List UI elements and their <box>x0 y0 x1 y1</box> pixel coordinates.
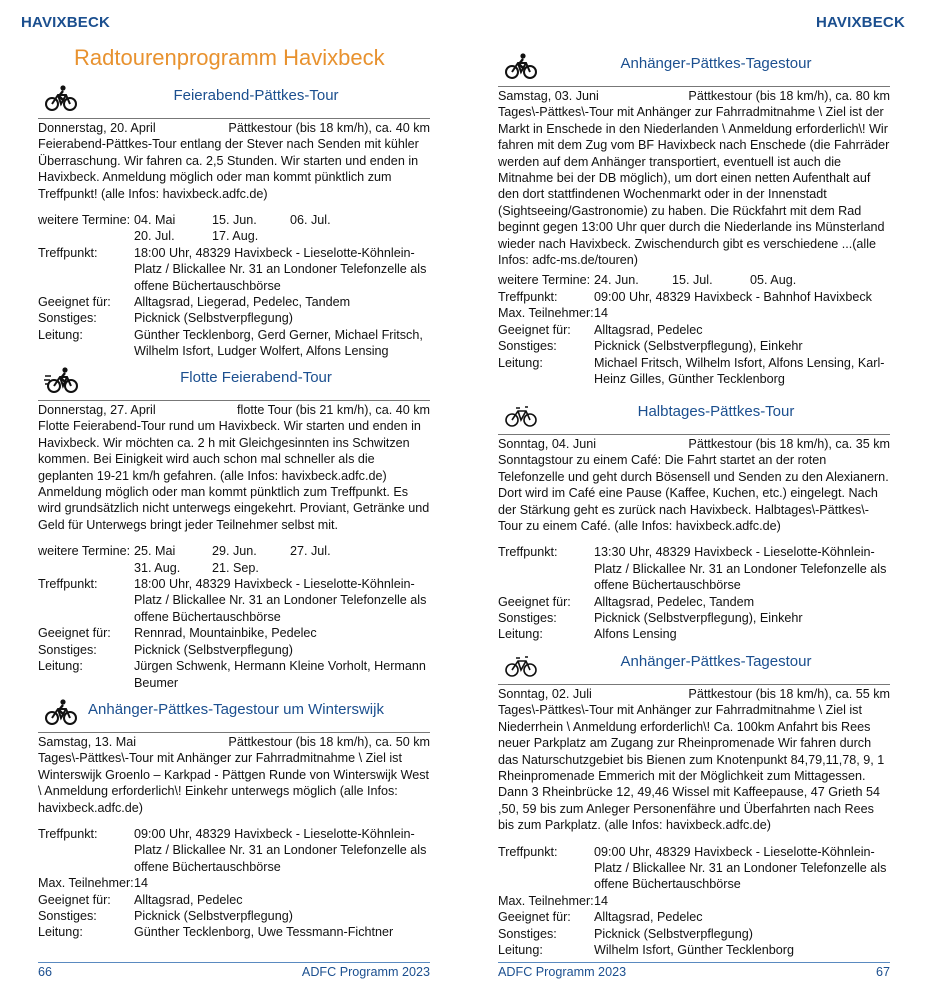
suitable-row <box>498 322 890 338</box>
further-date: 06. Jul. <box>290 213 331 228</box>
suitable-label: Geeignet für: <box>498 910 571 925</box>
fast-bicycle-icon <box>44 366 78 394</box>
leaders: Günther Tecklenborg, Uwe Tessmann-Fichtner <box>134 925 394 940</box>
leaders: Jürgen Schwenk, Hermann Kleine Vorholt, Hermann Beumer <box>134 659 426 690</box>
meeting-point-row <box>498 289 890 305</box>
tour-description: Tages\-Pättkes\-Tour mit Anhänger zur Fahrradmitnahme \ Ziel ist der Markt in Enschede in den Niederlanden \ Anmeldung erforderlich\! Wir fahren mit dem Zug vom BF Havixbeck nach Enschede (die Fahrräder werden auf dem Anhänger transportiert, eventuell ist auch die Mitnahme bei der DB möglich), um dort einen netten Aufenthalt auf den dort stattfindenen Wochenmarkt oder in der Innenstadt (Sightseeing/Gastronomie) zu haben. Die Rückfahrt mit dem Rad beginnt gegen 13:00 Uhr quer durch die Niederlande ins Münsterland wieder nach Havixbeck. Zwischendurch gibt es verschiedene ...(alle Infos: adfc-ms.de/touren) <box>498 105 890 268</box>
tour-title: Anhänger-Pättkes-Tagestour um Winterswijk <box>88 701 384 718</box>
tour-description: Flotte Feierabend-Tour rund um Havixbeck. Wir starten und enden in Havixbeck. Wir möchten ca. 2 h mit Gleichgesinnten ins Schwitzen kommen. Bei Einigkeit wird auch schon mal schneller als die geplanten 19-21 km/h gefahren. (alle Infos: havixbeck.adfc.de) Anmeldung möglich oder man kommt pünktlich zum Treffpunkt. Es wird grundsätzlich nicht unterwegs eingekehrt. Proviant, Getränke und Geld für Unterwegs bringt jeder Teilnehmer selbst mit. <box>38 419 430 532</box>
tour-heading <box>498 650 890 684</box>
further-dates-row <box>498 272 890 288</box>
max-participants: 14 <box>134 876 149 891</box>
suitable-row <box>498 594 890 610</box>
further-date: 04. Mai <box>134 213 176 228</box>
meeting-point: 13:30 Uhr, 48329 Havixbeck - Lieselotte-Köhnlein-Platz / Blickallee Nr. 31 an Londoner Telefonzelle als offene Büchertauschbörse <box>594 545 887 593</box>
further-date: 24. Jun. <box>594 273 639 288</box>
leaders: Michael Fritsch, Wilhelm Isfort, Alfons Lensing, Karl-Heinz Gilles, Günther Tecklenborg <box>594 355 885 386</box>
suitable-for: Alltagsrad, Liegerad, Pedelec, Tandem <box>134 295 351 310</box>
page-footer <box>498 962 890 979</box>
tour-date: Samstag, 03. Juni <box>498 89 599 103</box>
suitable-label: Geeignet für: <box>38 892 111 907</box>
suitable-label: Geeignet für: <box>38 626 111 641</box>
tour-meta: flotte Tour (bis 21 km/h), ca. 40 km <box>237 403 430 417</box>
tour-heading <box>498 400 890 434</box>
tour-entry <box>498 400 890 643</box>
running-header: HAVIXBECK <box>815 14 905 31</box>
leader-row <box>38 327 430 360</box>
page-title: Radtourenprogramm Havixbeck <box>74 45 385 70</box>
tour-date: Sonntag, 02. Juli <box>498 687 592 701</box>
tour-meta: Pättkestour (bis 18 km/h), ca. 80 km <box>688 89 890 103</box>
further-date: 31. Aug. <box>134 560 181 575</box>
suitable-label: Geeignet für: <box>498 322 571 337</box>
misc-label: Sonstiges: <box>498 339 557 354</box>
leaders: Wilhelm Isfort, Günther Tecklenborg <box>594 943 794 958</box>
tour-heading <box>38 366 430 400</box>
tour-title: Halbtages-Pättkes-Tour <box>637 403 795 420</box>
meeting-point: 18:00 Uhr, 48329 Havixbeck - Lieselotte-Köhnlein-Platz / Blickallee Nr. 31 an Londoner Telefonzelle als offene Büchertauschbörse <box>134 577 427 624</box>
further-dates-row <box>38 543 430 576</box>
misc-row <box>38 908 430 924</box>
meeting-point: 09:00 Uhr, 48329 Havixbeck - Bahnhof Havixbeck <box>594 289 872 304</box>
suitable-label: Geeignet für: <box>498 594 571 609</box>
right-page <box>463 0 926 999</box>
tour-meta: Pättkestour (bis 18 km/h), ca. 35 km <box>688 437 890 451</box>
leader-row <box>38 658 430 691</box>
suitable-for: Alltagsrad, Pedelec, Tandem <box>594 594 755 609</box>
further-date: 21. Sep. <box>212 560 259 575</box>
suitable-for: Alltagsrad, Pedelec <box>594 910 703 925</box>
max-participants-label: Max. Teilnehmer: <box>498 893 594 908</box>
further-date: 25. Mai <box>134 544 176 559</box>
further-date: 15. Jun. <box>212 213 257 228</box>
further-date: 29. Jun. <box>212 544 257 559</box>
tour-description: Sonntagstour zu einem Café: Die Fahrt startet an der roten Telefonzelle und geht durch Bösensell und Senden zu den Alexianern. Dort wird im Café eine Pause (Kaffee, Kuchen, etc.) eingelegt. Nach der Stärkung geht es zurück nach Havixbeck. Halbtages\-Pättkes\-Tour zu einem Café. (alle Infos: havixbeck.adfc.de) <box>498 453 889 534</box>
tour-dateline <box>38 120 430 136</box>
tour-dateline <box>38 402 430 418</box>
suitable-row <box>38 625 430 641</box>
suitable-for: Alltagsrad, Pedelec <box>134 892 243 907</box>
leader-label: Leitung: <box>38 925 83 940</box>
page-footer <box>38 962 430 979</box>
further-dates-row <box>38 212 430 245</box>
misc-row <box>38 642 430 658</box>
tour-description: Tages\-Pättkes\-Tour mit Anhänger zur Fahrradmitnahme \ Ziel ist Winterswijk Groenlo – Karkpad - Pättgen Runde von Winterswijk West \ Anmeldung erforderlich\! Einkehr unterwegs möglich (alle Infos: havixbeck.adfc.de) <box>38 751 430 815</box>
suitable-label: Geeignet für: <box>38 295 111 310</box>
tour-description: Feierabend-Pättkes-Tour entlang der Stever nach Senden mit kühler Überraschung. Wir fahren ca. 2,5 Stunden. Wir starten und enden in Havixbeck. Anmeldung möglich oder man kommt pünktlich zum Treffpunkt! (alle Infos: havixbeck.adfc.de) <box>38 137 419 201</box>
tour-meta: Pättkestour (bis 18 km/h), ca. 40 km <box>228 121 430 135</box>
tour-dateline <box>498 436 890 452</box>
bicycle-outline-icon <box>504 400 538 428</box>
page-number: 66 <box>38 965 53 979</box>
footer-text: ADFC Programm 2023 <box>498 965 627 979</box>
misc: Picknick (Selbstverpflegung) <box>134 909 293 924</box>
further-dates <box>134 543 430 576</box>
tour-title: Flotte Feierabend-Tour <box>180 369 332 386</box>
misc-label: Sonstiges: <box>498 926 557 941</box>
misc-row <box>498 338 890 354</box>
suitable-row <box>38 892 430 908</box>
running-header: HAVIXBECK <box>21 14 111 31</box>
leaders: Alfons Lensing <box>594 627 677 642</box>
meeting-point-label: Treffpunkt: <box>38 245 98 260</box>
suitable-for: Alltagsrad, Pedelec <box>594 322 703 337</box>
meeting-point-row <box>498 844 890 893</box>
further-dates-label: weitere Termine: <box>38 213 131 228</box>
misc-label: Sonstiges: <box>38 311 97 326</box>
tour-date: Donnerstag, 27. April <box>38 403 156 417</box>
misc: Picknick (Selbstverpflegung) <box>134 311 293 326</box>
meeting-point-label: Treffpunkt: <box>498 844 558 859</box>
max-participants-row <box>38 875 430 891</box>
suitable-row <box>498 909 890 925</box>
max-participants-row <box>498 305 890 321</box>
leader-label: Leitung: <box>38 327 83 342</box>
tour-date: Donnerstag, 20. April <box>38 121 156 135</box>
max-participants: 14 <box>594 893 609 908</box>
tour-heading <box>498 52 890 86</box>
meeting-point: 18:00 Uhr, 48329 Havixbeck - Lieselotte-Köhnlein-Platz / Blickallee Nr. 31 an Londoner Telefonzelle als offene Büchertauschbörse <box>134 245 427 293</box>
meeting-point-label: Treffpunkt: <box>498 545 558 560</box>
tour-entry <box>38 698 430 941</box>
divider <box>38 732 430 733</box>
meeting-point-label: Treffpunkt: <box>498 289 558 304</box>
leader-row <box>498 355 890 388</box>
divider <box>498 684 890 685</box>
tour-meta: Pättkestour (bis 18 km/h), ca. 55 km <box>688 687 890 701</box>
leaders: Günther Tecklenborg, Gerd Gerner, Michael Fritsch, Wilhelm Isfort, Ludger Wolfert, Alfons Lensing <box>134 327 423 359</box>
misc-label: Sonstiges: <box>38 642 97 657</box>
tour-entry <box>498 650 890 959</box>
further-dates <box>134 212 430 245</box>
meeting-point-row <box>38 245 430 294</box>
misc: Picknick (Selbstverpflegung) <box>594 926 753 941</box>
page-number: 67 <box>875 965 890 979</box>
misc: Picknick (Selbstverpflegung), Einkehr <box>594 339 803 354</box>
further-date: 15. Jul. <box>672 273 713 288</box>
max-participants: 14 <box>594 306 609 321</box>
meeting-point-row <box>38 576 430 625</box>
further-date: 17. Aug. <box>212 229 259 244</box>
leader-label: Leitung: <box>498 355 543 370</box>
meeting-point-label: Treffpunkt: <box>38 827 98 842</box>
divider <box>498 434 890 435</box>
tour-title: Anhänger-Pättkes-Tagestour <box>620 653 812 670</box>
tour-dateline <box>498 88 890 104</box>
divider <box>38 400 430 401</box>
tour-entry <box>498 52 890 387</box>
further-date: 20. Jul. <box>134 229 175 244</box>
misc-row <box>498 610 890 626</box>
leader-label: Leitung: <box>498 627 543 642</box>
tour-dateline <box>38 734 430 750</box>
leader-label: Leitung: <box>38 659 83 674</box>
tour-entry <box>38 84 430 360</box>
misc-label: Sonstiges: <box>38 909 97 924</box>
tour-heading <box>38 84 430 118</box>
misc: Picknick (Selbstverpflegung) <box>134 642 293 657</box>
further-dates-label: weitere Termine: <box>38 544 131 559</box>
misc: Picknick (Selbstverpflegung), Einkehr <box>594 611 803 626</box>
tour-description: Tages\-Pättkes\-Tour mit Anhänger zur Fahrradmitnahme \ Ziel ist Niederrhein \ Anmeldung erforderlich\! Ca. 100km Anfahrt bis Rees neuer Parkplatz am Zugang zur Rheinpromenade Wir fahren durch das Naturschutzgebiet bis Bienen zum Knotenpunkt 84,79,11,78, 9, 1 Rheinpromenade Emmerich mit der Möglichkeit zum Mittagessen. Dann 3 Rheinbrücke 12, 49,46 Wissel mit Kaffeepause, 47 Grieth 54 ,50, 59 bis zum Anleger Personenfähre und Überfahrten nach Rees bis zum Parkplatz. (alle Infos: havixbeck.adfc.de) <box>498 703 885 833</box>
suitable-row <box>38 294 430 310</box>
misc-label: Sonstiges: <box>498 611 557 626</box>
bicycle-icon <box>504 52 538 80</box>
divider <box>498 86 890 87</box>
leader-row <box>38 924 430 940</box>
further-dates-label: weitere Termine: <box>498 273 591 288</box>
tour-date: Samstag, 13. Mai <box>38 735 136 749</box>
further-date: 27. Jul. <box>290 544 331 559</box>
meeting-point-label: Treffpunkt: <box>38 577 98 592</box>
leader-label: Leitung: <box>498 943 543 958</box>
leader-row <box>498 942 890 958</box>
tour-heading <box>38 698 430 732</box>
max-participants-row <box>498 893 890 909</box>
suitable-for: Rennrad, Mountainbike, Pedelec <box>134 626 317 641</box>
meeting-point-row <box>38 826 430 875</box>
bicycle-outline-icon <box>504 650 538 678</box>
tour-title: Feierabend-Pättkes-Tour <box>173 87 339 104</box>
tour-entry <box>38 366 430 691</box>
misc-row <box>38 310 430 326</box>
bicycle-trailer-icon <box>44 698 78 726</box>
divider <box>38 118 430 119</box>
further-dates <box>594 272 890 288</box>
meeting-point-row <box>498 544 890 593</box>
meeting-point: 09:00 Uhr, 48329 Havixbeck - Lieselotte-Köhnlein-Platz / Blickallee Nr. 31 an Londoner Telefonzelle als offene Büchertauschbörse <box>134 827 427 874</box>
leader-row <box>498 626 890 642</box>
tour-title: Anhänger-Pättkes-Tagestour <box>620 55 812 72</box>
bicycle-icon <box>44 84 78 112</box>
misc-row <box>498 926 890 942</box>
tour-dateline <box>498 686 890 702</box>
further-date: 05. Aug. <box>750 273 797 288</box>
tour-meta: Pättkestour (bis 18 km/h), ca. 50 km <box>228 735 430 749</box>
footer-text: ADFC Programm 2023 <box>301 965 430 979</box>
tour-date: Sonntag, 04. Juni <box>498 437 597 451</box>
meeting-point: 09:00 Uhr, 48329 Havixbeck - Lieselotte-Köhnlein-Platz / Blickallee Nr. 31 an Londoner Telefonzelle als offene Büchertauschbörse <box>594 844 887 892</box>
max-participants-label: Max. Teilnehmer: <box>38 876 134 891</box>
max-participants-label: Max. Teilnehmer: <box>498 306 594 321</box>
